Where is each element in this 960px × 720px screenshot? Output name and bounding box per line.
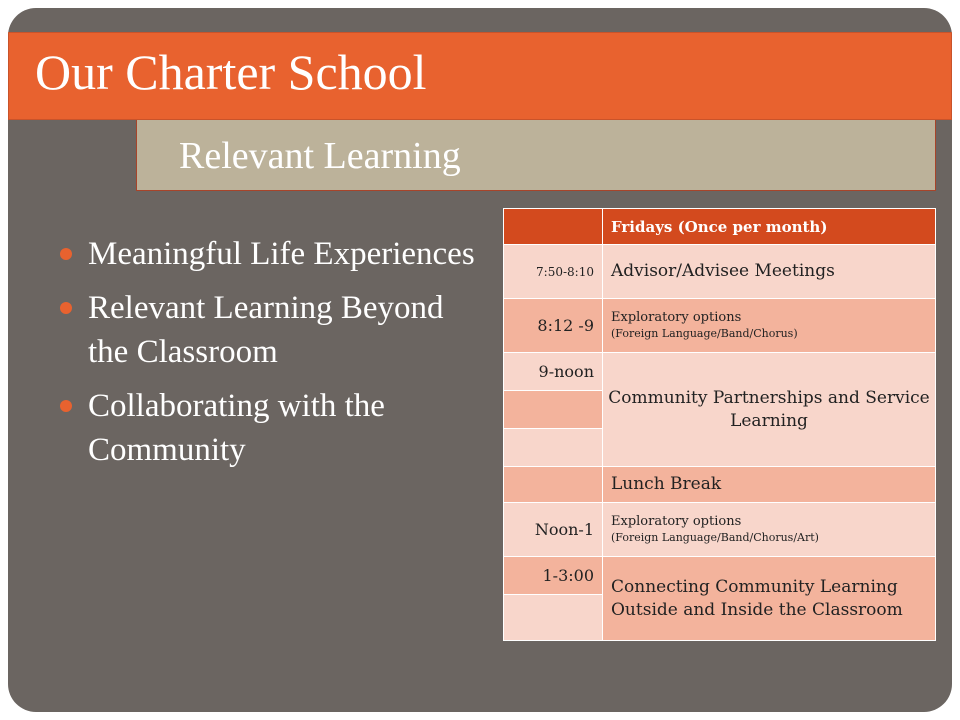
table-row [504, 503, 936, 557]
slide-subtitle: Relevant Learning [179, 135, 461, 177]
slide [8, 8, 952, 712]
activity-detail: (Foreign Language/Band/Chorus/Art) [611, 531, 819, 544]
activity-cell [603, 299, 936, 353]
friday-schedule-table [503, 208, 936, 641]
time-cell: 8:12 -9 [504, 299, 603, 353]
header-time-cell [504, 209, 603, 245]
activity-detail: (Foreign Language/Band/Chorus) [611, 327, 798, 340]
table-row [504, 353, 936, 391]
table-header-row [504, 209, 936, 245]
activity-cell: Advisor/Advisee Meetings [603, 245, 936, 299]
header-title-cell: Fridays (Once per month) [603, 209, 936, 245]
bullet-dot-icon [60, 400, 72, 412]
table-row [504, 467, 936, 503]
bullet-item [56, 286, 476, 374]
bullet-text: Meaningful Life Experiences [88, 236, 475, 272]
time-cell: 7:50-8:10 [504, 245, 603, 299]
slide-title: Our Charter School [35, 44, 427, 100]
activity-label: Exploratory options [611, 310, 742, 325]
bullet-item [56, 384, 476, 472]
time-cell-empty [504, 391, 603, 429]
bullet-dot-icon [60, 248, 72, 260]
activity-cell [603, 503, 936, 557]
time-cell: 1-3:00 [504, 557, 603, 595]
activity-cell: Lunch Break [603, 467, 936, 503]
time-cell-empty [504, 595, 603, 641]
table-row [504, 245, 936, 299]
activity-cell: Connecting Community Learning Outside and Inside the Classroom [603, 557, 936, 641]
bullet-item [56, 232, 476, 276]
time-cell: Noon-1 [504, 503, 603, 557]
bullet-text: Collaborating with the Community [88, 388, 385, 468]
activity-cell: Community Partnerships and Service Learning [603, 353, 936, 467]
title-banner [8, 32, 952, 120]
table-row [504, 299, 936, 353]
time-cell: 9-noon [504, 353, 603, 391]
time-cell [504, 467, 603, 503]
bullet-dot-icon [60, 302, 72, 314]
bullet-list [56, 232, 476, 482]
activity-label: Exploratory options [611, 514, 742, 529]
table-row [504, 557, 936, 595]
bullet-text: Relevant Learning Beyond the Classroom [88, 290, 444, 370]
time-cell-empty [504, 429, 603, 467]
subtitle-banner [136, 120, 936, 191]
